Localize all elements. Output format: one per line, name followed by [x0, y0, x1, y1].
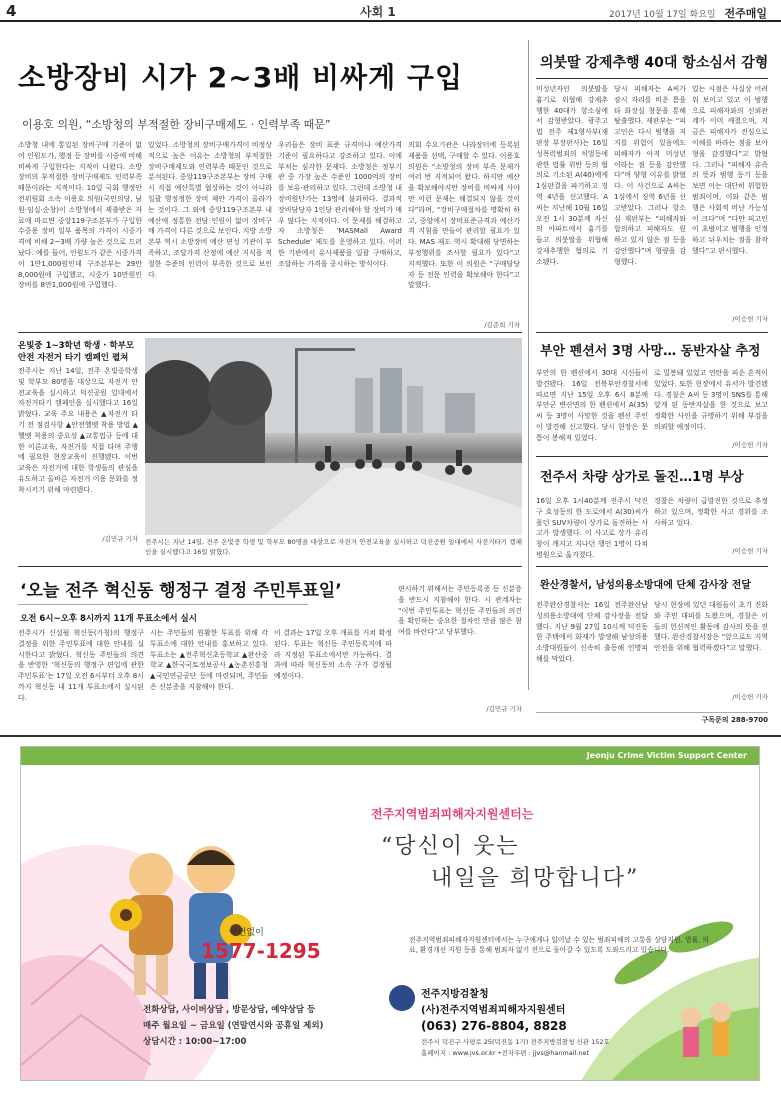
ad-children-illustration — [21, 765, 381, 1081]
article6-subhead: 오전 6시~오후 8시까지 11개 투표소에서 실시 — [20, 614, 197, 624]
section-name: 사회 1 — [360, 5, 396, 19]
article3-body: 전주시는 지난 14일, 전주 온빛중학생 및 학부모 80명을 대상으로 자전거 안전교육을 실시하고 덕진공원 일대에서 자전거타기 캠페인을 실시했다고 16일 밝혔다. 교육 주요 내용은 ▲자전거 타기 전 점검사항 ▲안전헬멧 착용 방법 ▲헬멧 착용의 중요성 ▲교통법규 등에 대한 이론교육, 자전거를 직접 타며 주행에 필요한 현장교육이 진행됐다. 이번 교육은 자전거에 대한 학생들의 관심을 유도하고 올바른 자전거 이용 문화를 정착시키기 위해 마련됐다. — [18, 367, 138, 494]
article4-col2: 로 밀봉돼 있었고 연탄을 피운 흔적이 있었다. 또한 현장에서 유서가 발견됐다. 경찰은 A씨 등 3명이 SNS를 통해 알게 된 동반자살을 한 것으로 보고 정확한 사인을 규명하기 위해 부검을 의뢰할 예정이다. — [654, 369, 768, 431]
ad-prosecutor-emblem — [389, 985, 415, 1011]
article5-col1: 16일 오후 1시40분께 전주시 덕진구 호성동의 한 도로에서 A(30)씨가 몰던 SUV차량이 상가로 돌진하는 사고가 발생했다. 이 사고로 상가 유리창이 깨지고 지나던 행인 1명이 다쳐 병원으로 옮겨졌다. — [536, 497, 648, 559]
subscribe-info: 구독문의 288-9700 — [701, 716, 768, 724]
issue-date: 2017년 10월 17일 화요일 — [609, 10, 716, 20]
ad-top-band — [21, 747, 760, 765]
subscribe-bar — [536, 712, 768, 725]
article6-col4: 편시하기 위해서는 주민등록증 등 신분증을 반드시 지참해야 한다. 시 관계자는 “이번 주민투표는 혁신동 주민들의 의견을 확인하는 중요한 절차인 만큼 많은 참여를 바란다”고 당부했다. — [398, 585, 522, 637]
article6-col2: 시는 주민들의 원활한 투표를 위해 각 투표소에 대한 안내를 홍보하고 있다. 투표소는 ▲전주혁신초등학교 ▲완산중학교 ▲한국국토정보공사 ▲농촌진흥청 ▲국민연금공단 등에 마련되며, 주민들은 신분증을 지참해야 한다. — [150, 629, 268, 691]
ad-phone: (063) 276-8804, 8828 — [421, 1019, 567, 1033]
article4-byline: /이승헌 기자 — [732, 441, 768, 449]
article1-col3: 우리들은 장비 표준 규격이나 예산가격 기준이 필요하다고 강조하고 있다. 이에 부처는 심각한 문제다. 소방청은 정부기관 중 가장 높은 수준인 1000억의 장비를 보유·관리하고 있다. 그런데 소방청 내 장비원단가는 13명에 불과하다. 결과적 장비담당자 1인당 관리해야 할 장비가 매우 많다는 지적이다. 이 문제를 해결하고자 소방청은 'MASMall Award Schedule' 제도를 운영하고 있다. 이러한 기관에서 유사제품을 일괄 구매하고, 조달하는 가격을 공시하는 방식이다. — [278, 141, 402, 268]
bicycle-campaign-photo — [145, 338, 522, 535]
article3-headline: 온빛중 1~3학년 학생 · 학부모 안전 자전거 타기 캠페인 펼쳐 — [18, 341, 135, 363]
ad-hours: 매주 월요일 ~ 금요일 (연말연시와 공휴일 제외) — [143, 1021, 324, 1031]
photo-caption: 전주시는 지난 14일, 전주 온빛중 학생 및 학부모 80명을 대상으로 자전거 안전교육을 실시하고 덕진공원 일대에서 자전거타기 캠페인을 실시했다고 16일 밝혔다. — [145, 538, 522, 556]
page-number: 4 — [6, 2, 17, 20]
article2-col3: 있는 시점은 사실상 어려워 보이고 있고 이 범행으로 피해자와의 신뢰관계가 이미 깨졌으며, 지금은 피해자가 진심으로 이해를 바라는 점을 보아 형을 감경했다”고 밝혔다. 그러나 “피해자 유족의 뜻과 범행 동기 등을 보면 이는 대단히 위험한 범죄이며, 이와 같은 범행은 사회적 비난 가능성이 크다”며 “다만 피고인이 초범이고 범행을 인정하고 뉘우치는 점을 참작했다”고 판시했다. — [692, 85, 768, 255]
header-info — [609, 5, 767, 21]
article1-subhead: 이용호 의원, “소방청의 부적절한 장비구매제도 · 인력부족 때문” — [22, 118, 331, 131]
ad-hotline-number: 1577-1295 — [201, 939, 321, 963]
ad-description: 전주지역범죄피해자지원센터에서는 누구에게나 일어날 수 있는 범죄피해의 고통을 상담지원, 법률, 의료, 환경개선 지원 등을 통해 범죄자 없기 전으로 돌아갈 수 있도록 도와드리고 있습니다. — [409, 936, 709, 954]
section-rule — [18, 332, 522, 333]
article2-byline: /이승헌 기자 — [732, 315, 768, 323]
article7-col2: 당시 현장에 있던 대원들이 초기 진화와 주민 대피를 도왔으며, 경찰은 이들의 헌신적인 활동에 감사의 뜻을 전했다. 완산경찰서장은 “앞으로도 지역 안전을 위해 협력하겠다”고 말했다. — [654, 601, 768, 653]
ad-org-title: 전주지역범죄피해자지원센터는 — [371, 807, 534, 821]
article6-col1: 전주시가 신설될 혁신동(가칭)의 행정구 결정을 위한 주민투표에 대한 안내를 실시한다고 밝혔다. 혁신동 주민들의 의견을 반영한 ‘혁신동의 행정구 편입에 관한 주민투표’는 17일 오전 6시부터 오후 8시까지 혁신동 내 11개 투표소에서 실시된다. — [18, 629, 144, 702]
article5-headline: 전주서 차량 상가로 돌진…1명 부상 — [540, 470, 744, 485]
article6-col3: 이 결과는 17일 오후 개표를 거쳐 확정된다. 투표는 혁신동 주민등록지에 따라 지정된 투표소에서만 가능하다. 결과에 따라 혁신동의 소속 구가 결정될 예정이다. — [274, 629, 392, 681]
article2-headline: 의붓딸 강제추행 40대 항소심서 감형 — [540, 55, 769, 71]
article1-headline: 소방장비 시가 2~3배 비싸게 구입 — [18, 61, 463, 94]
article2-rule — [536, 78, 768, 79]
article6-headline: ‘오늘 전주 혁신동 행정구 결정 주민투표일’ — [20, 581, 342, 601]
ad-consult-time: 상담시간 : 10:00~17:00 — [143, 1037, 247, 1047]
ad-web: 홈페이지 : www.jvs.or.kr •전자우편 : jjvs@hanmail.net — [421, 1049, 590, 1057]
article6-byline: /김민규 기자 — [486, 705, 522, 713]
ad-slogan-line1: “당신이 웃는 — [381, 834, 520, 859]
article7-byline: /이승헌 기자 — [732, 693, 768, 701]
article7-top-rule — [536, 566, 768, 567]
article3-byline: /김민규 기자 — [102, 535, 138, 543]
article5-byline: /이승헌 기자 — [732, 547, 768, 555]
paper-name: 전주매일 — [724, 7, 767, 20]
ad-sponsor2: (사)전주지역범죄피해자지원센터 — [421, 1005, 566, 1016]
article6-top-rule — [18, 566, 522, 567]
article1-byline: /김준희 기자 — [484, 321, 520, 329]
article2-col2: 당시 피해자는 A씨가 잠시 자리를 비운 틈을 타 화장실 창문을 통해 탈출했다. 재판부는 “피고인은 다시 범행을 저지를 위험이 있음에도 피해자가 아직 미성년이라는 점 등을 감안했다”며 양형 이유를 밝혔다. 이 사건으로 A씨는 1심에서 징역 6년을 선고받았다. 그러나 항소심 재판부는 “피해자와 합의하고 피해자도 원하고 있지 않은 점 등을 감안했다”며 형량을 감형했다. — [614, 85, 686, 266]
article4-col1: 부안의 한 펜션에서 30대 시신들이 발견됐다. 16일 전북부안경찰서에 따르면 지난 15일 오후 6시 8분께 부안군 변산면의 한 펜션에서 A(35)씨 등 3명이 사망한 것을 펜션 주인이 발견해 신고했다. 당시 현장은 문틈이 봉해져 있었다. — [536, 369, 648, 442]
page-header — [0, 0, 781, 22]
ad-sponsor1: 전주지방검찰청 — [421, 989, 489, 1000]
article5-top-rule — [536, 456, 768, 457]
victim-support-advertisement — [20, 746, 760, 1081]
ad-services: 전화상담, 사이버상담 , 방문상담, 예약상담 등 — [143, 1005, 316, 1015]
ad-center-english: Jeonju Crime Victim Support Center — [586, 751, 747, 760]
ad-slogan-line2: 내일을 희망합니다” — [431, 866, 640, 891]
photo-illustration — [145, 338, 522, 535]
ad-divider — [0, 735, 781, 737]
article4-top-rule — [536, 332, 768, 333]
article1-col2: 있었다. 소방청의 장비구매가격이 비정상적으로 높은 이유는 소방청의 부적절한 장비구매제도와 인력부족 때문인 것으로 분석된다. 중앙119구조본부는 장비 구매 시 직접 예산특별 협상하는 것이 아니라 일괄 행정정한 장비 제안 가격이 올라가는 것이다. 그 외에 중앙119구조본부 내 예산에 정통한 전담 인원이 없어 장비구매 가격이 다른 것으로 보인다. 지방 소방본부 역시 소방장비 예산 편성 기관이 부족하고, 조달가격 산정에 예산 지식을 적절한 수준의 인력이 부족한 것으로 보인다. — [148, 141, 272, 279]
column-divider — [528, 40, 529, 690]
article7-headline: 완산경찰서, 남성의용소방대에 단체 감사장 전달 — [540, 580, 751, 591]
article7-col1: 전주완산경찰서는 16일 전주완산남성의용소방대에 단체 감사장을 전달했다. 지난 9월 27일 10시께 덕진동 한 주택에서 화재가 발생해 남성의용소방대원들이 신속히 출동해 인명피해를 막았다. — [536, 601, 648, 663]
article1-col4: 의회 수요기관은 나라장터에 등록된 제품을 선택, 구매할 수 있다. 이용호 의원은 “소방청의 장비 부족 문제가 여러 번 지적되어 왔다. 하지만 예산을 확보해야지만 장비를 비싸게 사야만 이런 문제는 해결되지 않을 것이다”라며, “장비구매절차를 명확히 하고, 중앙에서 장비표준규격과 예산가격 지침을 만들어 관리할 필요가 있다. MAS 제도 역시 확대해 당면하는 부정행위를 조사할 필요가 있다”고 지적했다. 또한 이 의원은 “구매담당자 등 전문 인력을 확보해야 한다”고 말했다. — [408, 141, 520, 290]
article5-col2: 경찰은 차량이 급발진한 것으로 추정하고 있으며, 정확한 사고 경위를 조사하고 있다. — [654, 497, 768, 527]
ad-address: 전주시 덕진구 사평로 25(덕진동 1가) 전주지방검찰청 신관 152호 — [421, 1038, 610, 1046]
article6-sub-rule — [18, 604, 308, 605]
article2-col1: 미성년자인 의붓딸을 흉기로 위협해 강제추행한 40대가 항소심에서 감형받았다. 광주고법 전주 제1형사부(재판장 부장판사)는 16일 성폭력범죄의 처벌등에 관한 법률 위반 등의 혐의로 기소된 A(40)에게 1심판결을 파기하고 징역 4년을 선고했다. A씨는 지난해 10월 16일 오전 1시 30분께 자신의 아파트에서 흉기를 들고 의붓딸을 위협해 강제추행한 혐의로 기소됐다. — [536, 85, 608, 266]
ad-hotline-label: 국번없이 — [229, 928, 264, 938]
article4-headline: 부안 펜션서 3명 사망… 동반자살 추정 — [540, 344, 761, 359]
ad-figures-illustration — [581, 897, 760, 1081]
article1-col1: 소방청 내에 통일된 장비구매 기준이 없어 인원도가, 행정 등 장비를 시중에 비해 비싸게 구입한다는 지적이 나왔다. 소방장비의 부적절한 장비구매제도 인력부족 때문이라는 지적이다. 10일 국회 행정안전위원회 소속 이용호 의원(국민의당, 남원·임실·순창)이 소방청에서 제출받은 자료에 따르면 중앙119구조본부가 구입한 수중용 장비 일부 품목의 가격이 시중가격에 비해 2~3배 가량 높은 것으로 드러났다. 예를 들어, 인원도가 같은 시중가격이 1만1,000원인데 구조본부는 29만8,000원에 구입했고, 시중가 10만원인 장비를 8만1,000원에 구입했다. — [18, 141, 142, 290]
